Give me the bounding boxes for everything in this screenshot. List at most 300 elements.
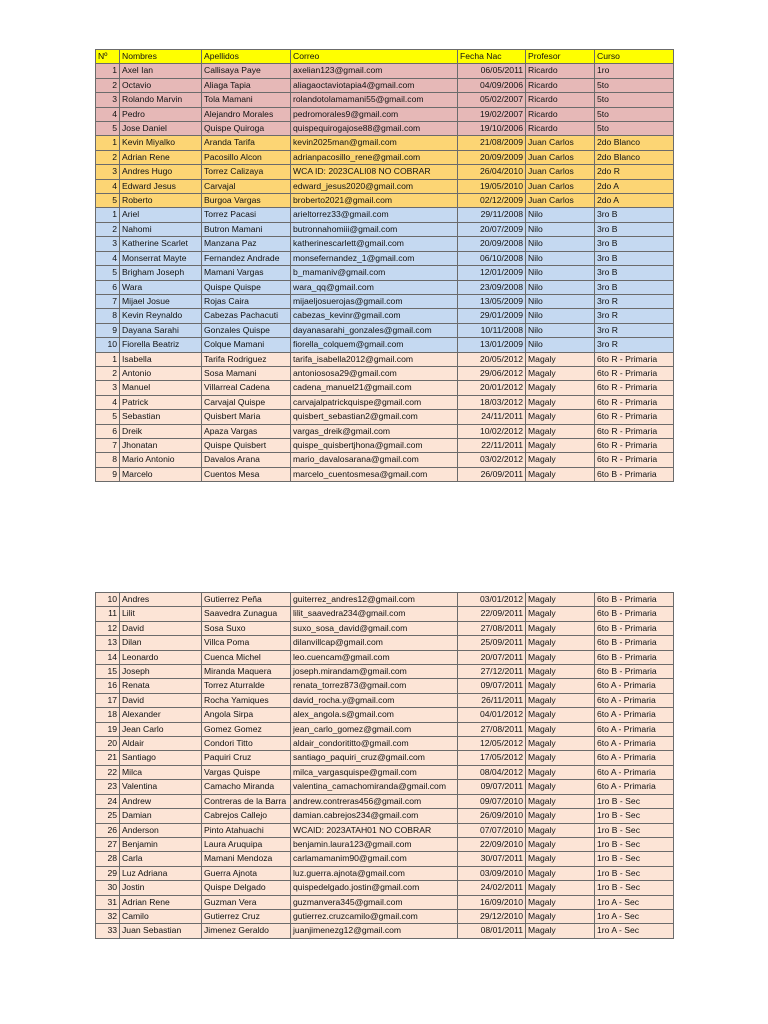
num-cell: 17: [96, 693, 120, 707]
curso-cell: 5to: [595, 107, 674, 121]
student-row: [96, 852, 674, 866]
curso-cell: 3ro R: [595, 338, 674, 352]
apellido-cell: Cabezas Pachacuti: [202, 309, 291, 323]
curso-cell: 6to A - Primaria: [595, 737, 674, 751]
num-cell: 7: [96, 438, 120, 452]
apellido-cell: Gomez Gomez: [202, 722, 291, 736]
fecha-cell: 24/11/2011: [458, 410, 526, 424]
correo-cell: guzmanvera345@gmail.com: [291, 895, 458, 909]
curso-cell: 3ro R: [595, 309, 674, 323]
student-row: [96, 251, 674, 265]
profesor-cell: Magaly: [526, 693, 595, 707]
curso-cell: 2do Blanco: [595, 150, 674, 164]
correo-cell: juanjimenezg12@gmail.com: [291, 924, 458, 938]
nombre-cell: Anderson: [120, 823, 202, 837]
num-cell: 6: [96, 280, 120, 294]
curso-cell: 6to A - Primaria: [595, 708, 674, 722]
num-cell: 2: [96, 366, 120, 380]
profesor-cell: Magaly: [526, 780, 595, 794]
nombre-cell: Octavio: [120, 78, 202, 92]
apellido-cell: Davalos Arana: [202, 453, 291, 467]
apellido-cell: Laura Aruquipa: [202, 837, 291, 851]
student-row: [96, 467, 674, 481]
profesor-cell: Ricardo: [526, 122, 595, 136]
curso-cell: 6to A - Primaria: [595, 693, 674, 707]
apellido-cell: Burgoa Vargas: [202, 194, 291, 208]
num-cell: 32: [96, 909, 120, 923]
fecha-cell: 20/09/2008: [458, 237, 526, 251]
curso-cell: 6to R - Primaria: [595, 410, 674, 424]
apellido-cell: Torrez Pacasi: [202, 208, 291, 222]
apellido-cell: Villarreal Cadena: [202, 381, 291, 395]
nombre-cell: David: [120, 621, 202, 635]
nombre-cell: Aldair: [120, 737, 202, 751]
nombre-cell: Dilan: [120, 636, 202, 650]
curso-cell: 1ro B - Sec: [595, 809, 674, 823]
curso-cell: 2do Blanco: [595, 136, 674, 150]
apellido-cell: Torrez Calizaya: [202, 165, 291, 179]
fecha-cell: 09/07/2010: [458, 794, 526, 808]
fecha-cell: 03/01/2012: [458, 593, 526, 607]
apellido-cell: Quispe Delgado: [202, 881, 291, 895]
curso-cell: 3ro R: [595, 323, 674, 337]
fecha-cell: 24/02/2011: [458, 881, 526, 895]
apellido-cell: Manzana Paz: [202, 237, 291, 251]
profesor-cell: Magaly: [526, 866, 595, 880]
profesor-cell: Magaly: [526, 593, 595, 607]
num-cell: 5: [96, 122, 120, 136]
student-row: [96, 338, 674, 352]
num-cell: 26: [96, 823, 120, 837]
profesor-cell: Magaly: [526, 837, 595, 851]
curso-cell: 3ro R: [595, 294, 674, 308]
profesor-cell: Magaly: [526, 708, 595, 722]
correo-cell: adrianpacosillo_rene@gmail.com: [291, 150, 458, 164]
correo-cell: santiago_paquiri_cruz@gmail.com: [291, 751, 458, 765]
curso-cell: 6to B - Primaria: [595, 665, 674, 679]
curso-cell: 6to B - Primaria: [595, 621, 674, 635]
correo-cell: marcelo_cuentosmesa@gmail.com: [291, 467, 458, 481]
correo-cell: WCAID: 2023ATAH01 NO COBRAR: [291, 823, 458, 837]
nombre-cell: Adrian Rene: [120, 150, 202, 164]
correo-cell: alex_angola.s@gmail.com: [291, 708, 458, 722]
curso-cell: 6to R - Primaria: [595, 395, 674, 409]
correo-cell: pedromorales9@gmail.com: [291, 107, 458, 121]
fecha-cell: 21/08/2009: [458, 136, 526, 150]
profesor-cell: Magaly: [526, 665, 595, 679]
fecha-cell: 04/09/2006: [458, 78, 526, 92]
curso-cell: 6to R - Primaria: [595, 453, 674, 467]
curso-cell: 3ro B: [595, 237, 674, 251]
nombre-cell: David: [120, 693, 202, 707]
fecha-cell: 27/12/2011: [458, 665, 526, 679]
student-row: [96, 607, 674, 621]
apellido-cell: Callisaya Paye: [202, 64, 291, 78]
num-cell: 16: [96, 679, 120, 693]
apellido-cell: Mamani Vargas: [202, 266, 291, 280]
num-cell: 5: [96, 266, 120, 280]
nombre-cell: Antonio: [120, 366, 202, 380]
student-table-page-1: [95, 49, 674, 482]
num-cell: 3: [96, 381, 120, 395]
fecha-cell: 29/06/2012: [458, 366, 526, 380]
correo-cell: arieltorrez33@gmail.com: [291, 208, 458, 222]
nombre-cell: Mijael Josue: [120, 294, 202, 308]
header-apellidos: Apellidos: [202, 50, 291, 64]
nombre-cell: Jose Daniel: [120, 122, 202, 136]
apellido-cell: Tola Mamani: [202, 93, 291, 107]
nombre-cell: Carla: [120, 852, 202, 866]
apellido-cell: Quispe Quiroga: [202, 122, 291, 136]
nombre-cell: Jostin: [120, 881, 202, 895]
num-cell: 1: [96, 352, 120, 366]
student-row: [96, 323, 674, 337]
curso-cell: 6to B - Primaria: [595, 636, 674, 650]
curso-cell: 6to R - Primaria: [595, 366, 674, 380]
curso-cell: 6to B - Primaria: [595, 607, 674, 621]
apellido-cell: Fernandez Andrade: [202, 251, 291, 265]
student-row: [96, 309, 674, 323]
num-cell: 3: [96, 93, 120, 107]
fecha-cell: 26/09/2011: [458, 467, 526, 481]
correo-cell: dayanasarahi_gonzales@gmail.com: [291, 323, 458, 337]
student-row: [96, 593, 674, 607]
profesor-cell: Nilo: [526, 237, 595, 251]
apellido-cell: Miranda Maquera: [202, 665, 291, 679]
fecha-cell: 26/11/2011: [458, 693, 526, 707]
num-cell: 1: [96, 64, 120, 78]
nombre-cell: Dayana Sarahi: [120, 323, 202, 337]
curso-cell: 5to: [595, 122, 674, 136]
num-cell: 3: [96, 237, 120, 251]
header-fecha-nac: Fecha Nac: [458, 50, 526, 64]
correo-cell: cadena_manuel21@gmail.com: [291, 381, 458, 395]
header-row: [96, 50, 674, 64]
profesor-cell: Juan Carlos: [526, 194, 595, 208]
nombre-cell: Sebastian: [120, 410, 202, 424]
apellido-cell: Quisbert Maria: [202, 410, 291, 424]
student-row: [96, 395, 674, 409]
nombre-cell: Marcelo: [120, 467, 202, 481]
correo-cell: luz.guerra.ajnota@gmail.com: [291, 866, 458, 880]
correo-cell: leo.cuencam@gmail.com: [291, 650, 458, 664]
profesor-cell: Nilo: [526, 280, 595, 294]
profesor-cell: Magaly: [526, 395, 595, 409]
profesor-cell: Magaly: [526, 607, 595, 621]
profesor-cell: Nilo: [526, 266, 595, 280]
profesor-cell: Nilo: [526, 208, 595, 222]
nombre-cell: Jhonatan: [120, 438, 202, 452]
fecha-cell: 06/10/2008: [458, 251, 526, 265]
profesor-cell: Magaly: [526, 453, 595, 467]
student-row: [96, 266, 674, 280]
num-cell: 19: [96, 722, 120, 736]
apellido-cell: Cuenca Michel: [202, 650, 291, 664]
num-cell: 20: [96, 737, 120, 751]
profesor-cell: Juan Carlos: [526, 165, 595, 179]
nombre-cell: Andrew: [120, 794, 202, 808]
fecha-cell: 16/09/2010: [458, 895, 526, 909]
apellido-cell: Villca Poma: [202, 636, 291, 650]
num-cell: 4: [96, 107, 120, 121]
apellido-cell: Paquiri Cruz: [202, 751, 291, 765]
nombre-cell: Mario Antonio: [120, 453, 202, 467]
curso-cell: 3ro B: [595, 251, 674, 265]
fecha-cell: 09/07/2011: [458, 679, 526, 693]
fecha-cell: 22/11/2011: [458, 438, 526, 452]
fecha-cell: 30/07/2011: [458, 852, 526, 866]
num-cell: 28: [96, 852, 120, 866]
num-cell: 2: [96, 150, 120, 164]
student-row: [96, 410, 674, 424]
student-row: [96, 737, 674, 751]
correo-cell: valentina_camachomiranda@gmail.com: [291, 780, 458, 794]
profesor-cell: Magaly: [526, 895, 595, 909]
profesor-cell: Magaly: [526, 852, 595, 866]
student-row: [96, 621, 674, 635]
num-cell: 8: [96, 309, 120, 323]
profesor-cell: Nilo: [526, 309, 595, 323]
fecha-cell: 29/01/2009: [458, 309, 526, 323]
student-row: [96, 453, 674, 467]
curso-cell: 3ro B: [595, 280, 674, 294]
profesor-cell: Juan Carlos: [526, 150, 595, 164]
student-row: [96, 208, 674, 222]
num-cell: 6: [96, 424, 120, 438]
nombre-cell: Kevin Miyalko: [120, 136, 202, 150]
nombre-cell: Renata: [120, 679, 202, 693]
fecha-cell: 27/08/2011: [458, 621, 526, 635]
student-row: [96, 78, 674, 92]
profesor-cell: Nilo: [526, 251, 595, 265]
correo-cell: renata_torrez873@gmail.com: [291, 679, 458, 693]
apellido-cell: Cabrejos Callejo: [202, 809, 291, 823]
correo-cell: jean_carlo_gomez@gmail.com: [291, 722, 458, 736]
profesor-cell: Magaly: [526, 366, 595, 380]
student-row: [96, 881, 674, 895]
fecha-cell: 20/05/2012: [458, 352, 526, 366]
curso-cell: 3ro B: [595, 266, 674, 280]
correo-cell: mario_davalosarana@gmail.com: [291, 453, 458, 467]
fecha-cell: 22/09/2011: [458, 607, 526, 621]
fecha-cell: 10/11/2008: [458, 323, 526, 337]
correo-cell: carlamamanim90@gmail.com: [291, 852, 458, 866]
header-correo: Correo: [291, 50, 458, 64]
nombre-cell: Andres: [120, 593, 202, 607]
student-row: [96, 679, 674, 693]
student-row: [96, 823, 674, 837]
nombre-cell: Adrian Rene: [120, 895, 202, 909]
apellido-cell: Camacho Miranda: [202, 780, 291, 794]
nombre-cell: Kevin Reynaldo: [120, 309, 202, 323]
correo-cell: axelian123@gmail.com: [291, 64, 458, 78]
correo-cell: katherinescarlett@gmail.com: [291, 237, 458, 251]
correo-cell: butronnahomiii@gmail.com: [291, 222, 458, 236]
num-cell: 10: [96, 338, 120, 352]
num-cell: 7: [96, 294, 120, 308]
correo-cell: dilanvillcap@gmail.com: [291, 636, 458, 650]
correo-cell: milca_vargasquispe@gmail.com: [291, 765, 458, 779]
profesor-cell: Magaly: [526, 621, 595, 635]
student-row: [96, 693, 674, 707]
profesor-cell: Magaly: [526, 438, 595, 452]
profesor-cell: Ricardo: [526, 64, 595, 78]
fecha-cell: 22/09/2010: [458, 837, 526, 851]
fecha-cell: 20/09/2009: [458, 150, 526, 164]
correo-cell: benjamin.laura123@gmail.com: [291, 837, 458, 851]
num-cell: 9: [96, 467, 120, 481]
apellido-cell: Quispe Quisbert: [202, 438, 291, 452]
curso-cell: 3ro B: [595, 222, 674, 236]
fecha-cell: 20/01/2012: [458, 381, 526, 395]
fecha-cell: 08/01/2011: [458, 924, 526, 938]
profesor-cell: Magaly: [526, 410, 595, 424]
student-row: [96, 122, 674, 136]
profesor-cell: Magaly: [526, 381, 595, 395]
curso-cell: 2do R: [595, 165, 674, 179]
fecha-cell: 02/12/2009: [458, 194, 526, 208]
nombre-cell: Joseph: [120, 665, 202, 679]
profesor-cell: Ricardo: [526, 107, 595, 121]
correo-cell: suxo_sosa_david@gmail.com: [291, 621, 458, 635]
num-cell: 4: [96, 179, 120, 193]
profesor-cell: Magaly: [526, 881, 595, 895]
correo-cell: monsefernandez_1@gmail.com: [291, 251, 458, 265]
correo-cell: vargas_dreik@gmail.com: [291, 424, 458, 438]
correo-cell: broberto2021@gmail.com: [291, 194, 458, 208]
num-cell: 10: [96, 593, 120, 607]
correo-cell: joseph.mirandam@gmail.com: [291, 665, 458, 679]
apellido-cell: Gutierrez Peña: [202, 593, 291, 607]
nombre-cell: Katherine Scarlet: [120, 237, 202, 251]
nombre-cell: Valentina: [120, 780, 202, 794]
fecha-cell: 03/02/2012: [458, 453, 526, 467]
student-row: [96, 222, 674, 236]
student-row: [96, 366, 674, 380]
student-row: [96, 636, 674, 650]
curso-cell: 2do A: [595, 179, 674, 193]
correo-cell: rolandotolamamani55@gmail.com: [291, 93, 458, 107]
student-row: [96, 837, 674, 851]
curso-cell: 1ro A - Sec: [595, 895, 674, 909]
nombre-cell: Andres Hugo: [120, 165, 202, 179]
curso-cell: 6to R - Primaria: [595, 424, 674, 438]
correo-cell: kevin2025man@gmail.com: [291, 136, 458, 150]
apellido-cell: Saavedra Zunagua: [202, 607, 291, 621]
num-cell: 8: [96, 453, 120, 467]
student-row: [96, 751, 674, 765]
num-cell: 3: [96, 165, 120, 179]
fecha-cell: 29/12/2010: [458, 909, 526, 923]
apellido-cell: Gonzales Quispe: [202, 323, 291, 337]
header-nombres: Nombres: [120, 50, 202, 64]
fecha-cell: 25/09/2011: [458, 636, 526, 650]
correo-cell: wara_qq@gmail.com: [291, 280, 458, 294]
correo-cell: quispequirogajose88@gmail.com: [291, 122, 458, 136]
student-row: [96, 665, 674, 679]
curso-cell: 2do A: [595, 194, 674, 208]
fecha-cell: 19/05/2010: [458, 179, 526, 193]
num-cell: 31: [96, 895, 120, 909]
nombre-cell: Rolando Marvin: [120, 93, 202, 107]
apellido-cell: Rojas Caira: [202, 294, 291, 308]
num-cell: 9: [96, 323, 120, 337]
profesor-cell: Magaly: [526, 636, 595, 650]
curso-cell: 1ro B - Sec: [595, 852, 674, 866]
apellido-cell: Rocha Yamiques: [202, 693, 291, 707]
profesor-cell: Magaly: [526, 794, 595, 808]
num-cell: 1: [96, 208, 120, 222]
nombre-cell: Edward Jesus: [120, 179, 202, 193]
fecha-cell: 06/05/2011: [458, 64, 526, 78]
curso-cell: 1ro B - Sec: [595, 794, 674, 808]
fecha-cell: 20/07/2009: [458, 222, 526, 236]
correo-cell: guiterrez_andres12@gmail.com: [291, 593, 458, 607]
profesor-cell: Magaly: [526, 809, 595, 823]
num-cell: 18: [96, 708, 120, 722]
curso-cell: 1ro: [595, 64, 674, 78]
num-cell: 30: [96, 881, 120, 895]
correo-cell: david_rocha.y@gmail.com: [291, 693, 458, 707]
fecha-cell: 17/05/2012: [458, 751, 526, 765]
nombre-cell: Manuel: [120, 381, 202, 395]
apellido-cell: Alejandro Morales: [202, 107, 291, 121]
correo-cell: antoniososa29@gmail.com: [291, 366, 458, 380]
student-row: [96, 93, 674, 107]
curso-cell: 6to A - Primaria: [595, 722, 674, 736]
correo-cell: aliagaoctaviotapia4@gmail.com: [291, 78, 458, 92]
nombre-cell: Benjamin: [120, 837, 202, 851]
nombre-cell: Roberto: [120, 194, 202, 208]
student-row: [96, 150, 674, 164]
correo-cell: b_mamaniv@gmail.com: [291, 266, 458, 280]
fecha-cell: 12/05/2012: [458, 737, 526, 751]
student-row: [96, 708, 674, 722]
student-row: [96, 438, 674, 452]
student-row: [96, 765, 674, 779]
curso-cell: 1ro A - Sec: [595, 909, 674, 923]
correo-cell: lilit_saavedra234@gmail.com: [291, 607, 458, 621]
num-cell: 12: [96, 621, 120, 635]
apellido-cell: Contreras de la Barra: [202, 794, 291, 808]
nombre-cell: Damian: [120, 809, 202, 823]
student-row: [96, 722, 674, 736]
correo-cell: mijaeljosuerojas@gmail.com: [291, 294, 458, 308]
nombre-cell: Alexander: [120, 708, 202, 722]
curso-cell: 6to R - Primaria: [595, 438, 674, 452]
correo-cell: cabezas_kevinr@gmail.com: [291, 309, 458, 323]
student-row: [96, 107, 674, 121]
student-row: [96, 381, 674, 395]
profesor-cell: Magaly: [526, 751, 595, 765]
curso-cell: 6to B - Primaria: [595, 650, 674, 664]
student-row: [96, 165, 674, 179]
num-cell: 4: [96, 395, 120, 409]
profesor-cell: Magaly: [526, 823, 595, 837]
student-row: [96, 909, 674, 923]
apellido-cell: Aranda Tarifa: [202, 136, 291, 150]
student-row: [96, 237, 674, 251]
profesor-cell: Juan Carlos: [526, 179, 595, 193]
curso-cell: 6to A - Primaria: [595, 751, 674, 765]
header-profesor: Profesor: [526, 50, 595, 64]
apellido-cell: Vargas Quispe: [202, 765, 291, 779]
curso-cell: 1ro A - Sec: [595, 924, 674, 938]
fecha-cell: 04/01/2012: [458, 708, 526, 722]
num-cell: 4: [96, 251, 120, 265]
nombre-cell: Wara: [120, 280, 202, 294]
apellido-cell: Angola Sirpa: [202, 708, 291, 722]
